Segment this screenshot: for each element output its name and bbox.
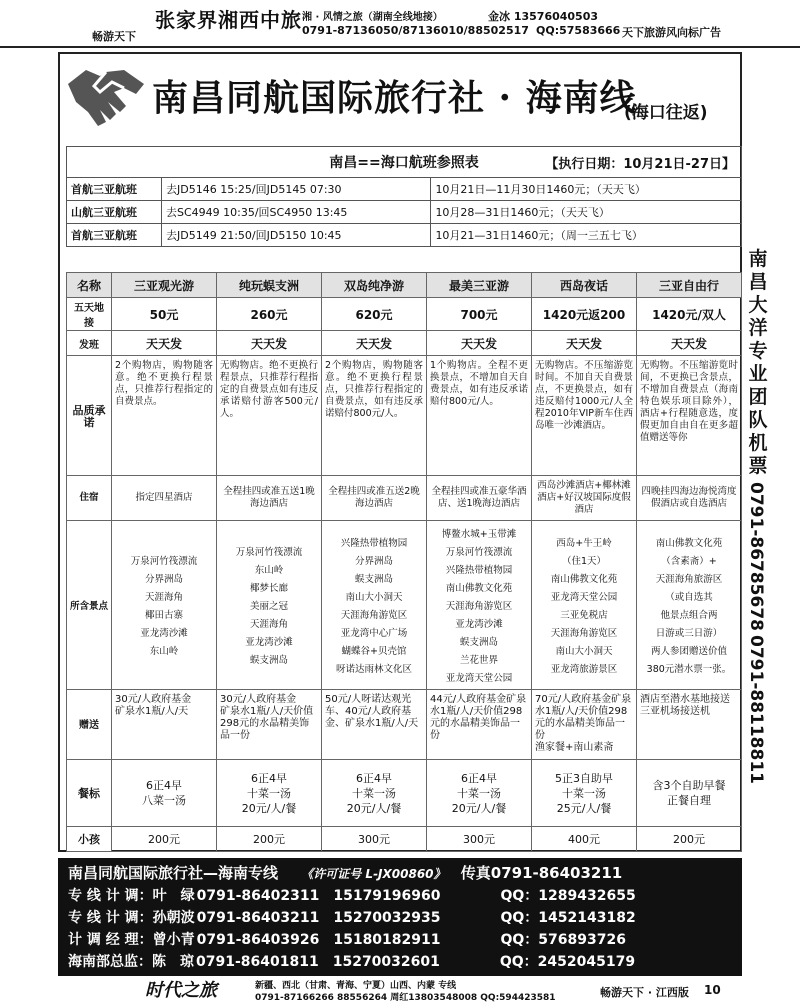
flight-label: 首航三亚航班: [67, 178, 162, 201]
contact-name: 孙朝波: [152, 910, 195, 926]
contact-mobile: 15180182911: [333, 932, 441, 948]
flight-row: [67, 178, 742, 201]
spot-item: 蝴蝶谷+贝壳馆: [341, 646, 407, 657]
spot-item: 兰花世界: [459, 655, 498, 666]
contact-header: [68, 862, 622, 883]
spot-item: 亚龙湾沙滩: [245, 637, 293, 648]
product-gift: 44元/人政府基金矿泉水1瓶/人/天价值298元的水晶精美饰品一份: [427, 690, 532, 760]
contact-qq: QQ：2452045179: [499, 954, 636, 970]
side-phone-2: 0791-88118811: [746, 635, 766, 784]
meal-line: 25元/人/餐: [556, 801, 612, 815]
flight-route: 去JD5146 15:25/回JD5145 07:30: [162, 178, 431, 201]
product-meal: [427, 760, 532, 827]
side-char: 票: [748, 455, 768, 477]
spot-item: 东山岭: [149, 646, 179, 657]
row-label: 住宿: [67, 476, 112, 521]
product-spots: [427, 521, 532, 690]
product-daily: 天天发: [532, 331, 637, 356]
meal-line: 八菜一汤: [142, 794, 186, 807]
spot-item: （住1天）: [561, 556, 607, 567]
footer-line-2: 0791-87166266 88556264 周红13803548008 QQ:594423581: [255, 993, 556, 1003]
product-lodging: 全程挂四或准五豪华酒店、送1晚海边酒店: [427, 476, 532, 521]
side-char: 团: [748, 386, 768, 408]
spot-item: 万泉河竹筏漂流: [445, 547, 513, 558]
product-gift: 50元/人呀诺达观光车、40元/人政府基金、矿泉水1瓶/人/天: [322, 690, 427, 760]
contact-tel: 0791-86401811: [196, 954, 319, 970]
product-meal: [112, 760, 217, 827]
spot-item: 天涯海角游览区: [550, 628, 618, 639]
agency-line: 南昌同航国际旅行社—海南专线: [68, 864, 279, 882]
product-meal: [532, 760, 637, 827]
product-meal: [217, 760, 322, 827]
flight-row: [67, 224, 742, 247]
spot-item: 南山佛教文化苑: [655, 538, 723, 549]
side-char: 南: [748, 248, 768, 270]
flight-price: 10月21日—11月30日1460元；（天天飞）: [431, 178, 742, 201]
row-gift: [67, 690, 742, 760]
contact-row: [68, 951, 635, 971]
spot-item: 蜈支洲岛: [459, 637, 498, 648]
spot-item: 兴隆热带植物园: [445, 565, 513, 576]
meal-line: 6正4早: [461, 771, 497, 785]
product-spots: [532, 521, 637, 690]
banner-phones: 0791-87136050/87136010/88502517: [302, 24, 529, 37]
spot-item: 蜈支洲岛: [249, 655, 288, 666]
side-ad: [744, 248, 772, 784]
row-child: [67, 827, 742, 852]
product-promise: 无购物店。不压缩游览时间。不加自天自费景点，不更换景点，如有违反赔付1000元/人全程2010年VIP新车住西岛唯一沙滩酒店。: [532, 356, 637, 476]
spot-item: 椰梦长廊: [249, 583, 288, 594]
spot-item: 亚龙湾旅游景区: [550, 664, 618, 675]
product-lodging: 全程挂四或准五送2晚海边酒店: [322, 476, 427, 521]
spot-item: 亚龙湾天堂公园: [550, 592, 618, 603]
spot-item: 天涯海角旅游区: [655, 574, 723, 585]
product-name: 纯玩蜈支洲: [217, 273, 322, 298]
row-label: 五天地接: [67, 298, 112, 331]
product-price: 50元: [112, 298, 217, 331]
meal-line: 5正3自助早: [555, 771, 613, 785]
row-label: 品质承诺: [67, 356, 112, 476]
spot-item: 日游或三日游）: [655, 628, 723, 639]
spot-item: 美丽之冠: [249, 601, 288, 612]
product-promise: 无购物。不压缩游览时间，不更换已含景点，不增加自费景点（海南特色娱乐项目除外），酒店+行程随意选，度假更加自由自在更多超值赠送等你: [637, 356, 742, 476]
product-price: 1420元返200: [532, 298, 637, 331]
contact-role: 专 线 计 调：: [68, 888, 153, 904]
contact-name: 叶 绿: [152, 888, 195, 904]
footer: [0, 978, 800, 1003]
spot-item: 他景点组合两: [660, 610, 718, 621]
product-promise: 2个购物店，购物随客意。绝不更换行程景点，只推荐行程指定的自费景点，如有违反承诺赔付800元/人。: [322, 356, 427, 476]
row-name: [67, 273, 742, 298]
contact-role: 计 调 经 理：: [68, 932, 153, 948]
spot-item: 亚龙湾沙滩: [455, 619, 503, 630]
contact-mobile: 15270032935: [333, 910, 441, 926]
flight-route: 去JD5149 21:50/回JD5150 10:45: [162, 224, 431, 247]
top-banner: [0, 0, 800, 48]
product-promise: 无购物店。绝不更换行程景点，只推荐行程指定的自费景点如有违反承诺赔付游客500元/人。: [217, 356, 322, 476]
side-char: 业: [748, 363, 768, 385]
footer-publication: 畅游天下 · 江西版: [600, 986, 689, 999]
spot-item: 万泉河竹筏漂流: [130, 556, 198, 567]
side-char: 队: [748, 409, 768, 431]
spot-item: 亚龙湾沙滩: [140, 628, 188, 639]
spot-item: 亚龙湾中心广场: [340, 628, 408, 639]
contact-row: [68, 907, 636, 927]
product-daily: 天天发: [322, 331, 427, 356]
row-price: [67, 298, 742, 331]
meal-line: 十菜一汤: [352, 786, 396, 800]
flight-table-title: [67, 147, 742, 178]
contact-mobile: 15270032601: [332, 954, 440, 970]
spot-item: （或自选其: [665, 592, 713, 603]
product-meal: [637, 760, 742, 827]
exec-date: 【执行日期：10月21日-27日】: [545, 157, 735, 172]
product-child-price: 200元: [217, 827, 322, 852]
product-daily: 天天发: [112, 331, 217, 356]
contact-tel: 0791-86403211: [196, 910, 320, 926]
meal-line: 十菜一汤: [457, 786, 501, 800]
flight-label: 山航三亚航班: [67, 201, 162, 224]
product-promise: 1个购物店。全程不更换景点，不增加自天自费景点，如有违反承诺赔付800元/人。: [427, 356, 532, 476]
spot-item: 南山佛教文化苑: [445, 583, 513, 594]
product-table: [66, 272, 742, 852]
banner-subtitle: 湘 · 风情之旅（湖南全线地接）: [302, 12, 443, 23]
row-lodging: [67, 476, 742, 521]
product-gift: 30元/人政府基金 矿泉水1瓶/人/天价值298元的水晶精美饰品一份: [217, 690, 322, 760]
spot-item: 呀诺达雨林文化区: [335, 664, 412, 675]
side-char: 专: [748, 340, 768, 362]
product-spots: [217, 521, 322, 690]
contact-row: [68, 885, 636, 905]
contact-block: [58, 858, 742, 976]
spot-item: 西岛+牛王岭: [556, 538, 612, 549]
footer-line-1: 新疆、西北（甘肃、青海、宁夏）山西、内蒙 专线: [255, 981, 457, 991]
meal-line: 6正4早: [146, 779, 182, 792]
spot-item: 天涯海角: [249, 619, 288, 630]
side-char: 昌: [748, 271, 768, 293]
product-price: 260元: [217, 298, 322, 331]
flight-price: 10月21—31日1460元；（周一三五七飞）: [431, 224, 742, 247]
flight-price: 10月28—31日1460元；（天天飞）: [431, 201, 742, 224]
spot-item: 亚龙湾天堂公园: [445, 673, 513, 684]
spot-item: 东山岭: [254, 565, 284, 576]
side-char: 机: [748, 432, 768, 454]
product-child-price: 200元: [637, 827, 742, 852]
product-name: 西岛夜话: [532, 273, 637, 298]
license: 《许可证号 L-JX00860》: [301, 867, 446, 881]
banner-qq: QQ:57583666: [536, 24, 621, 37]
flight-table: [66, 146, 742, 247]
product-gift: 70元/人政府基金矿泉水1瓶/人/天价值298元的水晶精美饰品一份 渔家餐+南山素斋: [532, 690, 637, 760]
spot-item: 天涯海角游览区: [445, 601, 513, 612]
spot-item: 南山佛教文化苑: [550, 574, 618, 585]
contact-role: 专 线 计 调：: [68, 910, 153, 926]
meal-line: 十菜一汤: [562, 786, 606, 800]
flight-title-text: 南昌==海口航班参照表: [329, 155, 479, 171]
row-promise: [67, 356, 742, 476]
contact-qq: QQ：1289432655: [500, 888, 636, 904]
product-gift: 30元/人政府基金 矿泉水1瓶/人/天: [112, 690, 217, 760]
product-gift: 酒店至潜水基地接送 三亚机场接送机: [637, 690, 742, 760]
row-meal: [67, 760, 742, 827]
spot-item: 380元潜水票一张。: [646, 664, 732, 675]
spot-item: 分界洲岛: [144, 574, 183, 585]
row-label: 赠送: [67, 690, 112, 760]
product-price: 700元: [427, 298, 532, 331]
spot-item: 南山大小洞天: [345, 592, 403, 603]
row-label: 小孩: [67, 827, 112, 852]
row-label: 所含景点: [67, 521, 112, 690]
spot-item: （含素斋）+: [661, 556, 717, 567]
meal-line: 6正4早: [251, 771, 287, 785]
product-daily: 天天发: [637, 331, 742, 356]
spot-item: 天涯海角: [144, 592, 183, 603]
agency-title: 南昌同航国际旅行社 · 海南线: [152, 77, 637, 119]
product-spots: [637, 521, 742, 690]
product-name: 最美三亚游: [427, 273, 532, 298]
product-price: 1420元/双人: [637, 298, 742, 331]
side-ad-text: [744, 248, 772, 478]
spot-item: 蜈支洲岛: [354, 574, 393, 585]
contact-tel: 0791-86403926: [196, 932, 320, 948]
product-lodging: 全程挂四或准五送1晚海边酒店: [217, 476, 322, 521]
meal-line: 正餐自理: [667, 794, 711, 807]
spot-item: 万泉河竹筏漂流: [235, 547, 303, 558]
side-char: 大: [748, 294, 768, 316]
spot-item: 分界洲岛: [354, 556, 393, 567]
spot-item: 博鳌水城+玉带滩: [441, 529, 517, 540]
product-child-price: 300元: [427, 827, 532, 852]
row-spots: [67, 521, 742, 690]
page-number: 10: [704, 983, 721, 997]
meal-line: 20元/人/餐: [346, 801, 402, 815]
row-label: 名称: [67, 273, 112, 298]
product-daily: 天天发: [217, 331, 322, 356]
spot-item: 椰田古寨: [144, 610, 183, 621]
spot-item: 兴隆热带植物园: [340, 538, 408, 549]
banner-title: 张家界湘西中旅: [155, 8, 302, 32]
product-name: 三亚观光游: [112, 273, 217, 298]
spot-item: 南山大小洞天: [555, 646, 613, 657]
flight-row: [67, 201, 742, 224]
product-name: 双岛纯净游: [322, 273, 427, 298]
spot-item: 三亚免税店: [560, 610, 608, 621]
contact-role: 海南部总监：: [68, 954, 152, 970]
meal-line: 6正4早: [356, 771, 392, 785]
meal-line: 20元/人/餐: [451, 801, 507, 815]
flight-route: 去SC4949 10:35/回SC4950 13:45: [162, 201, 431, 224]
product-price: 620元: [322, 298, 427, 331]
product-child-price: 200元: [112, 827, 217, 852]
product-promise: 2个购物店，购物随客意。绝不更换行程景点，只推荐行程指定的自费景点。: [112, 356, 217, 476]
side-phone-1: 0791-86785678: [746, 482, 766, 631]
handshake-logo-icon: [64, 62, 148, 132]
banner-slogan: 天下旅游风向标广告: [622, 26, 721, 39]
banner-contact: 金冰 13576040503: [488, 10, 599, 23]
meal-line: 20元/人/餐: [241, 801, 297, 815]
contact-qq: QQ：1452143182: [500, 910, 636, 926]
meal-line: 含3个自助早餐: [652, 779, 726, 792]
agency-subtitle: (海口往返): [624, 103, 708, 123]
row-label: 餐标: [67, 760, 112, 827]
product-name: 三亚自由行: [637, 273, 742, 298]
contact-mobile: 15179196960: [333, 888, 441, 904]
contact-name: 陈 琼: [152, 954, 194, 970]
contact-qq: QQ：576893726: [500, 932, 626, 948]
spot-item: 天涯海角游览区: [340, 610, 408, 621]
fax: 传真0791-86403211: [460, 864, 623, 882]
product-lodging: 指定四星酒店: [112, 476, 217, 521]
footer-title: 时代之旅: [145, 980, 217, 1001]
spot-item: 两人参团赠送价值: [650, 646, 727, 657]
side-char: 洋: [748, 317, 768, 339]
product-daily: 天天发: [427, 331, 532, 356]
product-spots: [322, 521, 427, 690]
product-meal: [322, 760, 427, 827]
flight-label: 首航三亚航班: [67, 224, 162, 247]
contact-name: 曾小青: [152, 932, 195, 948]
product-child-price: 300元: [322, 827, 427, 852]
contact-row: [68, 929, 626, 949]
row-label: 发班: [67, 331, 112, 356]
contact-tel: 0791-86402311: [196, 888, 320, 904]
product-child-price: 400元: [532, 827, 637, 852]
banner-brand: 畅游天下: [92, 30, 136, 43]
row-daily: [67, 331, 742, 356]
product-spots: [112, 521, 217, 690]
product-lodging: 西岛沙滩酒店+椰林滩酒店+好汉坡国际度假酒店: [532, 476, 637, 521]
meal-line: 十菜一汤: [247, 786, 291, 800]
product-lodging: 四晚挂四海边海悦湾度假酒店或自选酒店: [637, 476, 742, 521]
